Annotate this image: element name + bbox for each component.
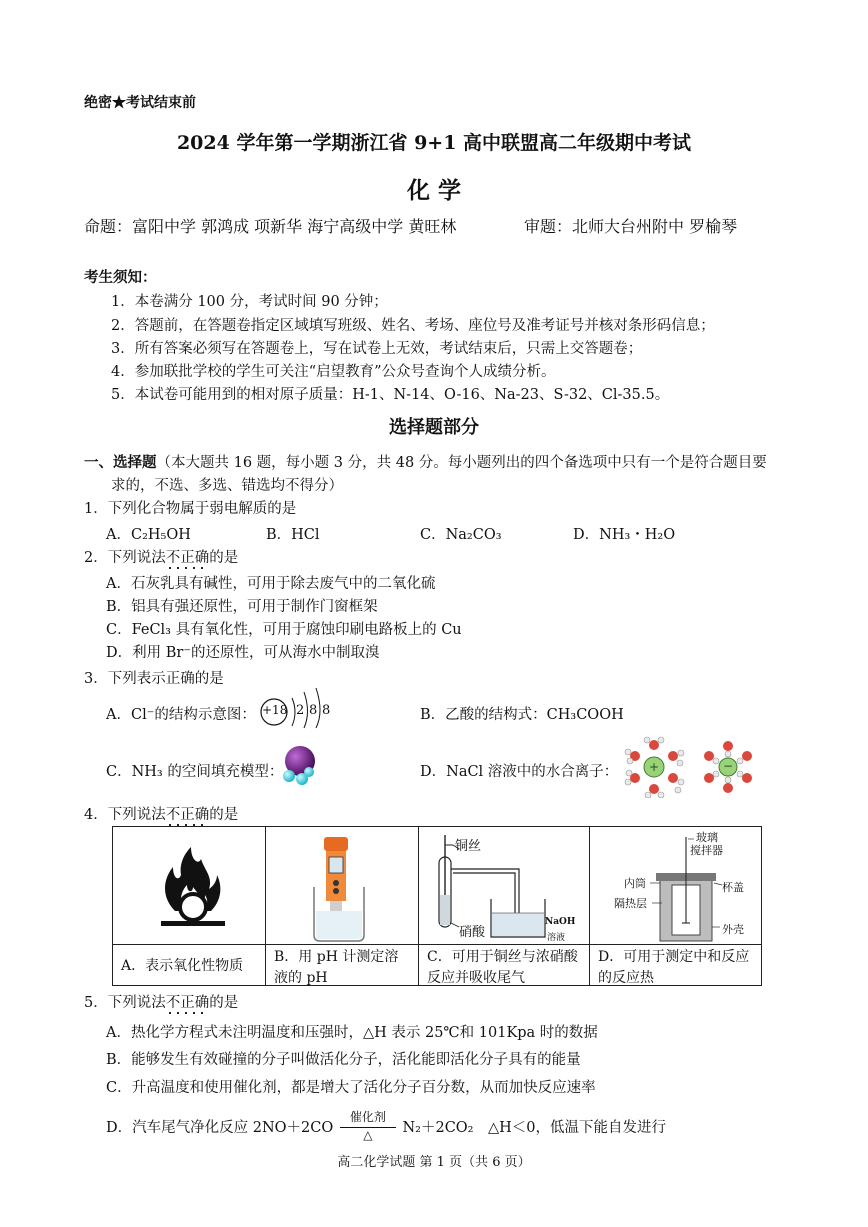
label-glass: 玻璃 [696,831,718,844]
part1-desc [84,451,767,472]
label-outer-shell: 外壳 [722,923,744,936]
shell-electrons: 2 [296,703,305,718]
svg-text:+: + [648,760,660,774]
q3-option-d: D．NaCl 溶液中的水合离子： [420,764,619,780]
shell-electrons: 8 [309,703,318,718]
shell-electrons: 8 [322,703,331,718]
hydrated-anion [704,741,752,793]
label-stirrer: 搅拌器 [690,844,723,857]
hydrated-ions-diagram [620,736,760,798]
label-copper-wire: 铜丝 [455,839,482,854]
q5-option-b: B．能够发生有效碰撞的分子叫做活化分子，活化能即活化分子具有的能量 [106,1052,581,1068]
svg-text:−: − [722,759,734,773]
q4-cell-d-image [590,827,762,945]
q1-option-b: B．HCl [266,527,320,543]
q4-cell-a-image [113,827,266,945]
q3-stem: 3．下列表示正确的是 [84,671,224,687]
q1-option-a: A．C₂H₅OH [106,527,191,543]
q5-option-d: D．汽车尾气净化反应 2NO＋2CO 催化剂 △ N₂＋2CO₂ △H＜0，低温下能自发进行 [106,1110,667,1142]
section-title: 选择题部分 [389,417,479,438]
q2-option-b: B．铝具有强还原性，可用于制作门窗框架 [106,599,378,615]
part1-desc-line1: （本大题共 16 题，每小题 3 分，共 48 分。每小题列出的四个备选项中只有一个是符合题目要 [156,455,767,471]
q4-stem: 4．下列说法不正确的是 [84,803,238,824]
hydrated-cation [625,737,684,798]
part1-label: 一、选择题 [84,454,157,471]
q3-option-b: B．乙酸的结构式：CH₃COOH [420,707,624,723]
subject-title: 化 学 [406,177,461,204]
q1-option-d: D．NH₃・H₂O [573,527,676,543]
authors: 命题：富阳中学 郭鸿成 项新华 海宁高级中学 黄旺林 [84,217,457,236]
emphasis-not-correct: 不正确 [166,995,210,1015]
ph-meter-illustration [266,827,418,944]
reaction-arrow [338,1110,398,1142]
secret-mark: 绝密★考试结束前 [84,95,196,111]
q4-caption-a: A．表示氧化性物质 [121,958,244,974]
q3-option-a: A．Cl⁻的结构示意图： [106,707,256,723]
q2-option-c: C．FeCl₃ 具有氧化性，可用于腐蚀印刷电路板上的 Cu [106,622,462,638]
notice-item: 1．本卷满分 100 分，考试时间 90 分钟； [111,294,388,310]
q5-option-c: C．升高温度和使用催化剂，都是增大了活化分子百分数，从而加快反应速率 [106,1080,596,1096]
reviewer: 审题：北师大台州附中 罗榆琴 [524,217,738,236]
page-footer: 高二化学试题 第 1 页（共 6 页） [337,1155,531,1170]
q3-option-c: C．NH₃ 的空间填充模型： [106,764,284,780]
q1-stem: 1．下列化合物属于弱电解质的是 [84,501,297,517]
notice-item: 5．本试卷可能用到的相对原子质量：H-1、N-14、O-16、Na-23、S-32、Cl-35.5。 [111,387,670,403]
ammonia-space-filling-model [278,742,328,790]
q4-cell-b-image [266,827,419,945]
emphasis-not-correct: 不正确 [166,807,210,827]
notice-item: 3．所有答案必须写在答题卷上，写在试卷上无效，考试结束后，只需上交答题卷； [111,341,643,357]
label-nitric-acid: 硝酸 [459,925,486,940]
nucleus-charge: +18 [262,703,288,717]
notice-item: 2．答题前，在答题卷指定区域填写班级、姓名、考场、座位号及准考证号并核对条形码信息； [111,318,715,334]
notice-title: 考生须知： [84,269,157,286]
oxidizer-hazard-icon [113,827,265,944]
reaction-condition-heat: △ [363,1128,373,1142]
q2-option-d: D．利用 Br⁻的还原性，可从海水中制取溴 [106,645,380,661]
exam-title: 2024 学年第一学期浙江省 9+1 高中联盟高二年级期中考试 [176,132,692,154]
label-solution: 溶液 [547,933,566,943]
q2-option-a: A．石灰乳具有碱性，可用于除去废气中的二氧化硫 [106,576,436,592]
q4-caption-c: C．可用于铜丝与浓硝酸反应并吸收尾气 [427,949,578,986]
label-insulation: 隔热层 [614,897,647,910]
q2-stem: 2．下列说法不正确的是 [84,546,238,567]
label-naoh: NaOH [545,917,576,927]
q4-cell-c-image [419,827,590,945]
q4-options-table [112,826,762,986]
q4-caption-b: B．用 pH 计测定溶液的 pH [274,949,399,986]
emphasis-not-correct: 不正确 [166,550,210,570]
q4-caption-d: D．可用于测定中和反应的反应热 [598,949,750,986]
q5-stem: 5．下列说法不正确的是 [84,991,238,1012]
q1-option-c: C．Na₂CO₃ [420,527,502,543]
q5-option-a: A．热化学方程式未注明温度和压强时，△H 表示 25℃和 101Kpa 时的数据 [106,1025,598,1041]
part1-desc-line2: 求的，不选、多选、错选均不得分） [111,478,343,494]
label-lid: 杯盖 [722,881,744,894]
reaction-condition-catalyst: 催化剂 [349,1110,386,1124]
label-inner-cup: 内筒 [624,877,646,890]
notice-item: 4．参加联批学校的学生可关注“启望教育”公众号查询个人成绩分析。 [111,364,556,380]
